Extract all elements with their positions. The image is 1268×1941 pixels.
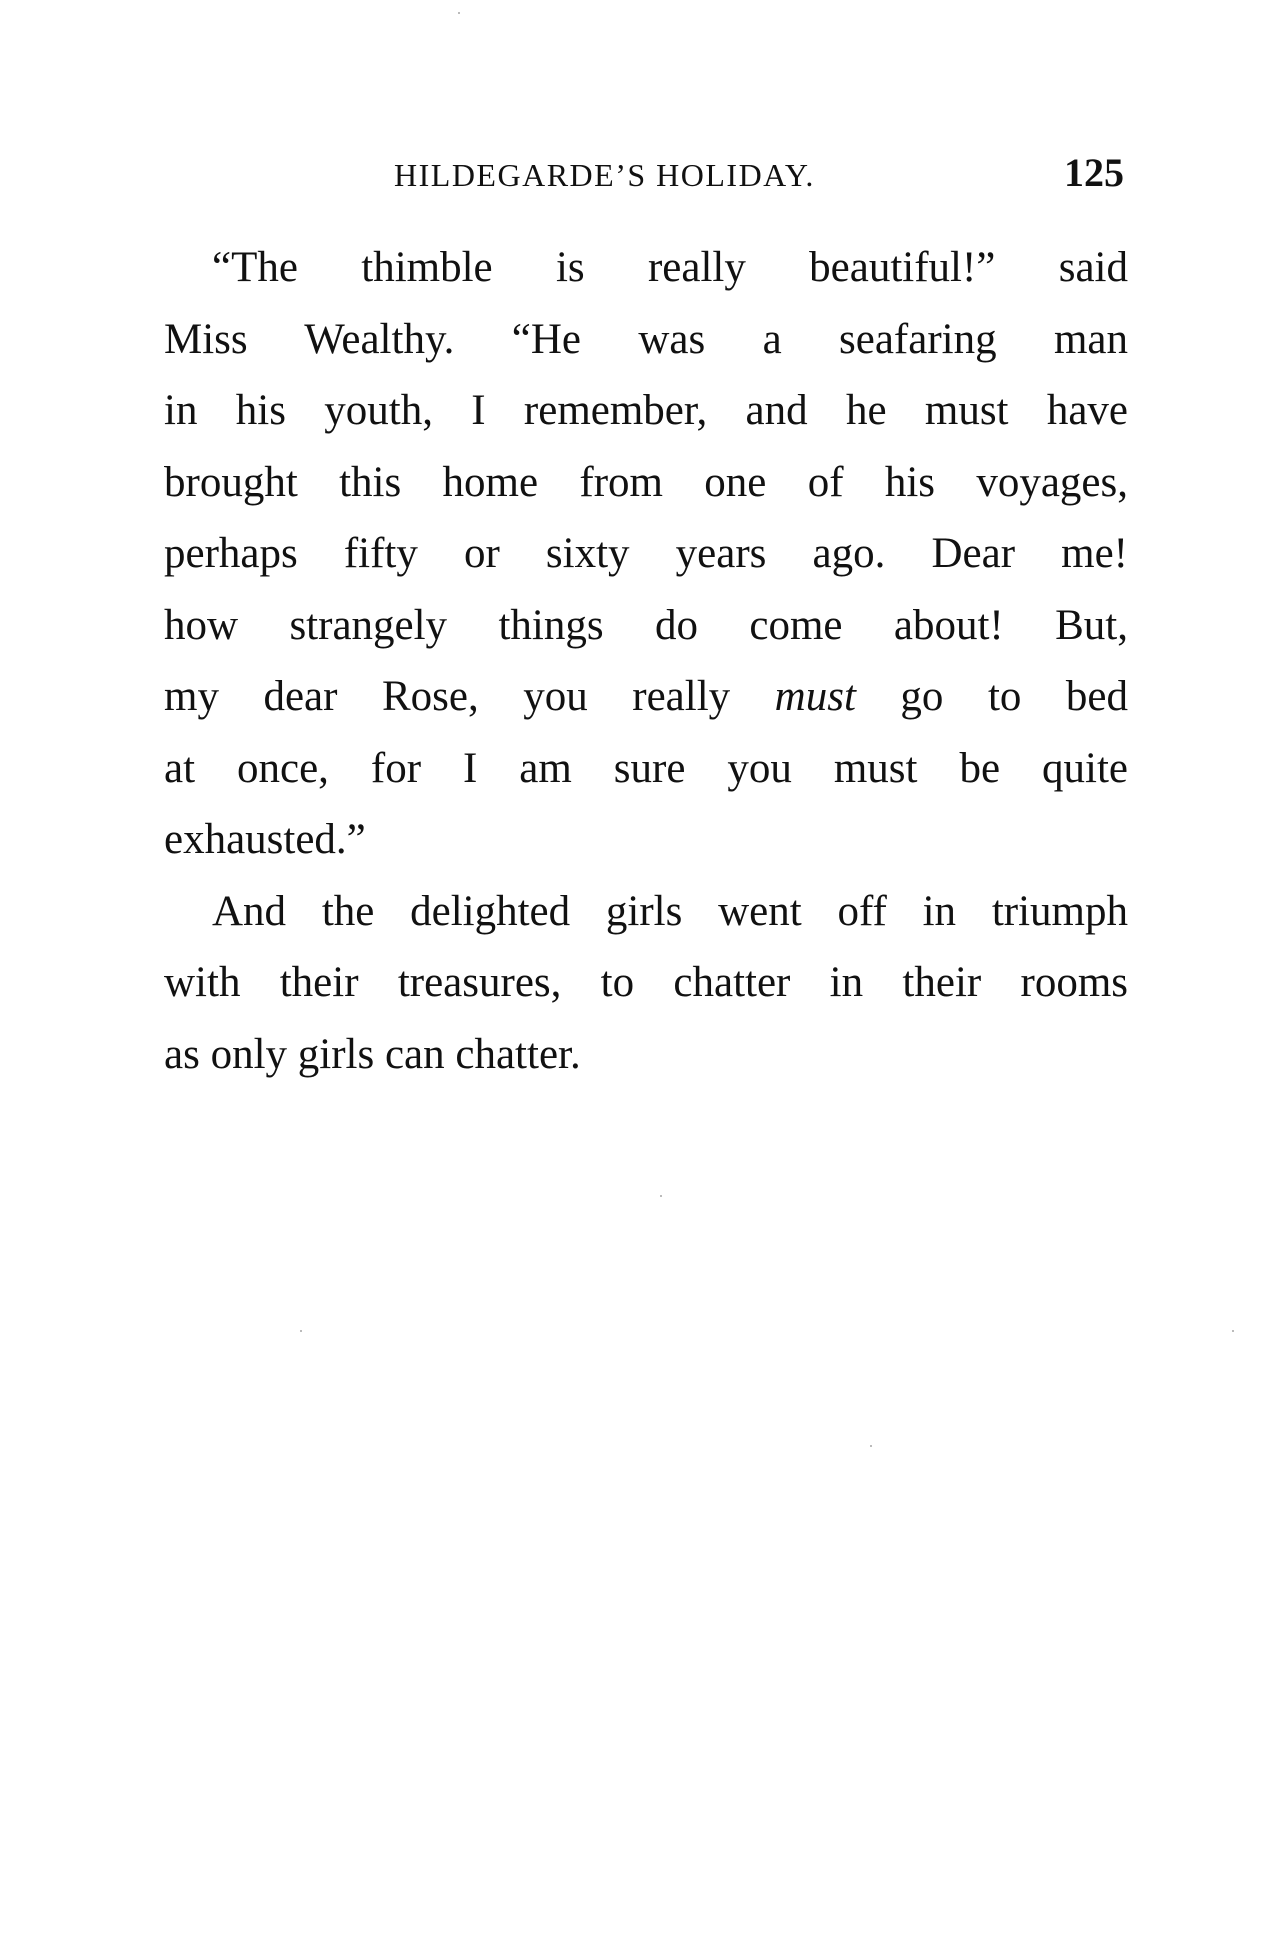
text-line: Miss Wealthy. “He was a seafaring man	[164, 315, 1128, 363]
paragraph-1	[164, 232, 1128, 876]
text-line: in his youth, I remember, and he must have	[164, 387, 1128, 434]
text-line: brought this home from one of his voyages,	[164, 458, 1128, 506]
text-line: exhausted.”	[164, 816, 366, 863]
body-text	[164, 232, 1128, 1090]
page-number: 125	[1064, 150, 1124, 195]
paper-speck	[1232, 1330, 1234, 1332]
italic-emphasis: must	[774, 673, 856, 720]
paragraph-2	[164, 876, 1128, 1091]
paper-speck	[660, 1195, 662, 1197]
paper-speck	[458, 12, 460, 14]
text-segment: my dear Rose, you really	[164, 673, 775, 720]
running-title: HILDEGARDE’S HOLIDAY.	[394, 157, 815, 193]
text-line: how strangely things do come about! But,	[164, 601, 1128, 649]
text-segment: go to bed	[855, 673, 1128, 720]
paper-speck	[300, 1330, 302, 1332]
text-line	[164, 661, 1128, 733]
running-head	[164, 145, 1124, 205]
paper-speck	[870, 1445, 872, 1447]
text-line: And the delighted girls went off in triumph	[212, 887, 1128, 935]
text-line: perhaps fifty or sixty years ago. Dear me!	[164, 530, 1128, 577]
text-line: at once, for I am sure you must be quite	[164, 744, 1128, 792]
text-line: as only girls can chatter.	[164, 1030, 581, 1078]
text-line: “The thimble is really beautiful!” said	[212, 244, 1128, 291]
text-line: with their treasures, to chatter in their rooms	[164, 959, 1128, 1006]
